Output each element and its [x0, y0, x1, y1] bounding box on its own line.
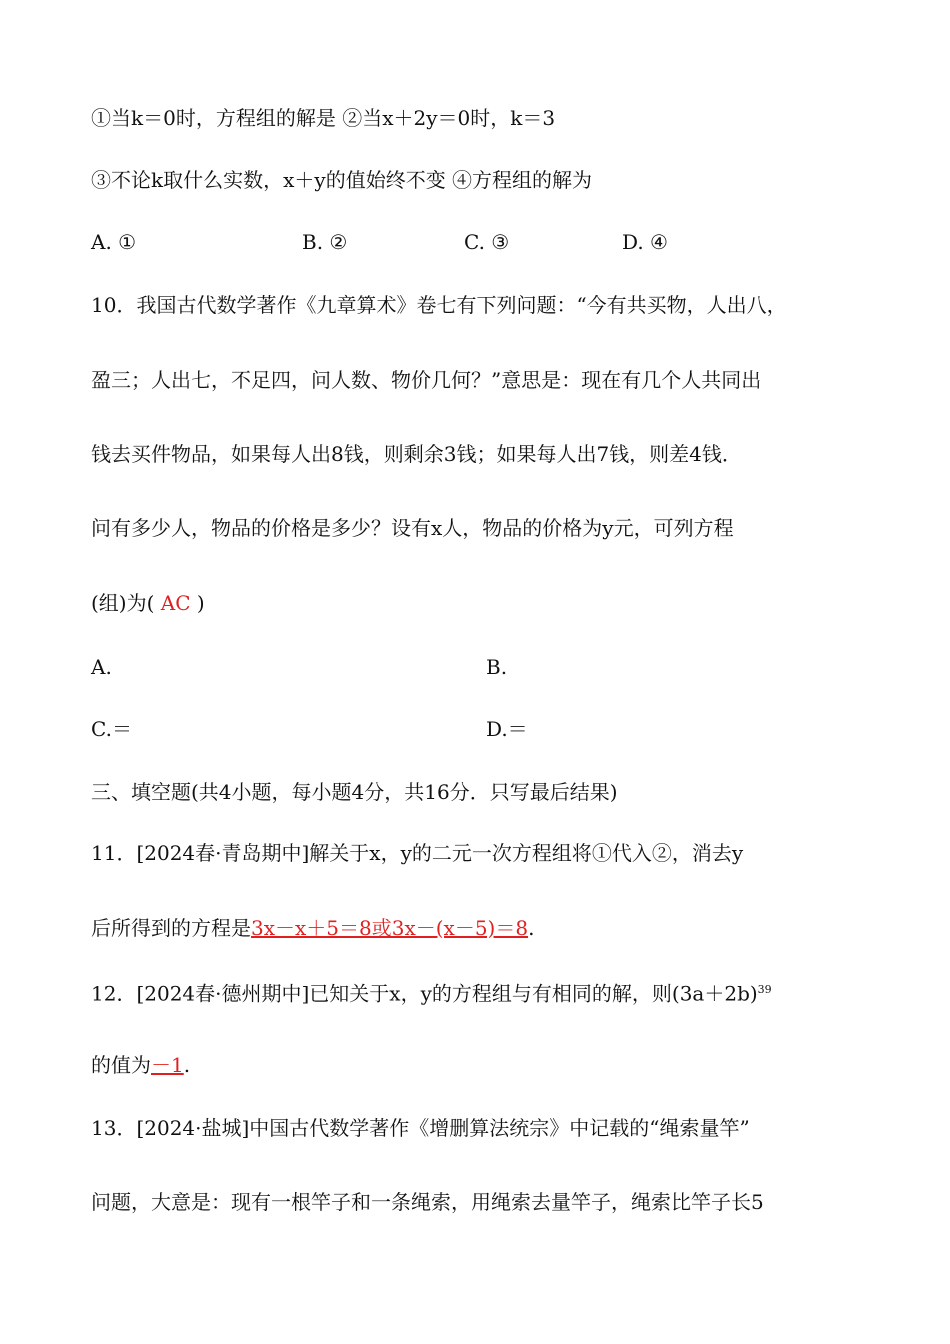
q11-suffix: . — [528, 916, 535, 940]
q10-line-1: 10．我国古代数学著作《九章算术》卷七有下列问题：“今有共买物，人出八， — [91, 293, 787, 317]
q10-option-c: C.＝ — [91, 717, 132, 741]
q9-option-a: A. ① — [91, 230, 137, 254]
q9-option-b: B. ② — [302, 230, 348, 254]
q9-statement-2: ③不论k取什么实数，x＋y的值始终不变 ④方程组的解为 — [91, 168, 593, 192]
q12-line-2 — [91, 1052, 190, 1078]
q11-line-1: 11．[2024春·青岛期中]解关于x，y的二元一次方程组将①代入②，消去y — [91, 841, 744, 865]
q10-line-3: 钱去买件物品，如果每人出8钱，则剩余3钱；如果每人出7钱，则差4钱． — [91, 442, 742, 466]
q10-prompt-post: ) — [196, 591, 205, 615]
q11-line-2 — [91, 915, 534, 941]
q10-prompt — [91, 590, 205, 616]
q10-option-a: A. — [91, 655, 112, 679]
q10-line-2: 盈三；人出七，不足四，问人数、物价几何？”意思是：现在有几个人共同出 — [91, 368, 762, 392]
q12-exponent: 39 — [757, 983, 772, 996]
q9-option-d: D. ④ — [622, 230, 668, 254]
q13-line-2: 问题，大意是：现有一根竿子和一条绳索，用绳索去量竿子，绳索比竿子长5 — [91, 1190, 764, 1214]
q12-text: 12．[2024春·德州期中]已知关于x，y的方程组与有相同的解，则(3a＋2b) — [91, 981, 758, 1006]
q13-line-1: 13．[2024·盐城]中国古代数学著作《增删算法统宗》中记载的“绳索量竿” — [91, 1116, 750, 1140]
q10-option-b: B. — [486, 655, 508, 679]
section-heading: 三、填空题(共4小题，每小题4分，共16分．只写最后结果) — [91, 780, 618, 804]
q12-prefix: 的值为 — [91, 1053, 151, 1077]
q10-option-d: D.＝ — [486, 717, 528, 741]
q10-prompt-pre: (组)为( — [91, 591, 155, 615]
q9-statement-1: ①当k＝0时，方程组的解是 ②当x＋2y＝0时，k＝3 — [91, 106, 556, 130]
q10-line-4: 问有多少人，物品的价格是多少？设有x人，物品的价格为y元，可列方程 — [91, 516, 734, 540]
q12-line-1 — [91, 977, 772, 1007]
q11-answer: 3x－x＋5＝8或3x－(x－5)＝8 — [251, 916, 529, 940]
q9-option-c: C. ③ — [464, 230, 510, 254]
q12-answer: －1 — [151, 1053, 184, 1077]
q12-suffix: . — [183, 1053, 191, 1077]
q11-prefix: 后所得到的方程是 — [91, 916, 251, 940]
q10-answer: AC — [160, 591, 191, 615]
